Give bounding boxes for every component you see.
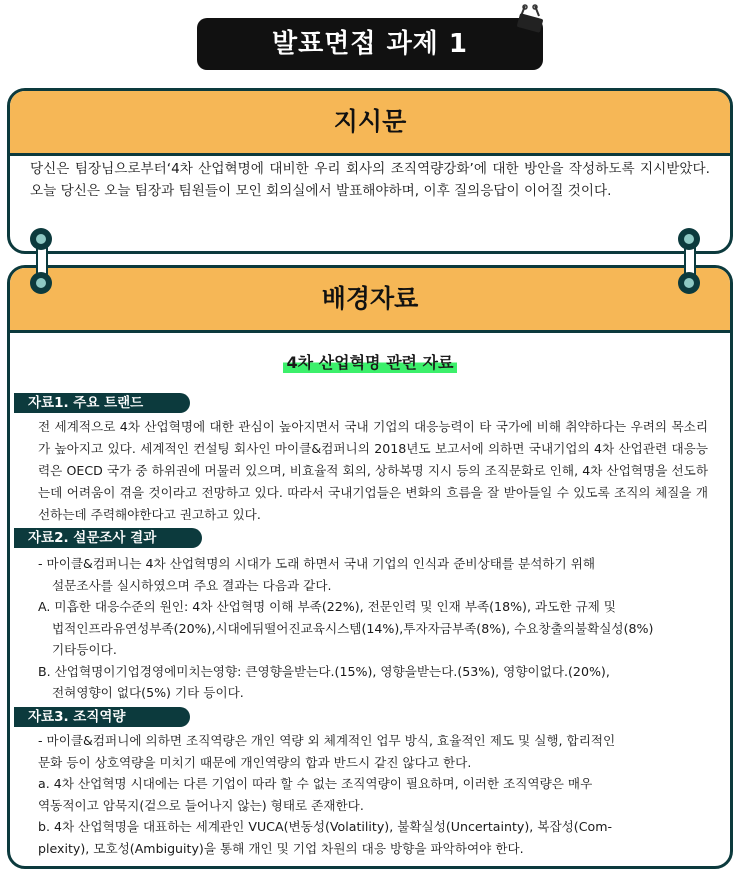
page-title: 발표면접 과제 1: [197, 18, 543, 70]
background-subtitle: 4차 산업혁명 관련 자료: [0, 350, 740, 373]
binder-ring-right-bottom: [678, 272, 700, 294]
list-item: a. 4차 산업혁명 시대에는 다른 기업이 따라 할 수 없는 조직역량이 필요하며, 이러한 조직역량은 매우: [38, 776, 593, 791]
binder-ring-left-top: [30, 228, 52, 250]
section-list-survey: [38, 553, 718, 704]
binder-clip-icon: [515, 4, 545, 34]
list-item: 전혀영향이 없다(5%) 기타 등이다.: [52, 685, 244, 700]
binder-ring-right-top: [678, 228, 700, 250]
list-item: - 마이클&컴퍼니는 4차 산업혁명의 시대가 도래 하면서 국내 기업의 인식과 준비상태를 분석하기 위해: [38, 556, 596, 571]
section-tag-capability: 자료3. 조직역량: [14, 707, 190, 727]
list-item: plexity), 모호성(Ambiguity)을 통해 개인 및 기업 차원의 대응 방향을 파악하여야 한다.: [38, 840, 524, 856]
list-item: b. 4차 산업혁명을 대표하는 세계관인 VUCA(변동성(Volatility), 불확실성(Uncertainty), 복잡성(Com-: [38, 819, 613, 834]
background-heading: 배경자료: [10, 268, 730, 333]
section-tag-survey: 자료2. 설문조사 결과: [14, 528, 202, 548]
list-item: 법적인프라유연성부족(20%),시대에뒤떨어진교육시스템(14%),투자자금부족(8%), 수요창출의불확실성(8%): [52, 620, 654, 636]
section-tag-trends: 자료1. 주요 트랜드: [14, 393, 190, 413]
instruction-text: 당신은 팀장님으로부터‘4차 산업혁명에 대비한 우리 회사의 조직역량강화’에 대한 방안을 작성하도록 지시받았다. 오늘 당신은 오늘 팀장과 팀원들이 모인 회의실에서 발표해야하며, 이후 질의응답이 이어질 것이다.: [30, 161, 710, 199]
list-item: B. 산업혁명이기업경영에미치는영향: 큰영향을받는다.(15%), 영향을받는다.(53%), 영향이없다.(20%),: [38, 663, 610, 679]
list-item: 역동적이고 암묵지(겉으로 들어나지 않는) 형태로 존재한다.: [38, 797, 364, 813]
list-item: - 마이클&컴퍼니에 의하면 조직역량은 개인 역량 외 체계적인 업무 방식, 효율적인 제도 및 실행, 합리적인: [38, 733, 616, 748]
binder-ring-left-bottom: [30, 272, 52, 294]
list-item: 문화 등이 상호역량을 미치기 때문에 개인역량의 합과 반드시 같진 않다고 한다.: [38, 754, 472, 770]
section-list-capability: [38, 730, 718, 859]
section-text-trends: 전 세계적으로 4차 산업혁명에 대한 관심이 높아지면서 국내 기업의 대응능력이 타 국가에 비해 취약하다는 우려의 목소리가 높아지고 있다. 세계적인 컨설팅 회사인 마이클&컴퍼니의 2018년도 보고서에 의하면 국내기업의 4차 산업관련 대응능력은 OECD 국가 중 하위권에 머물러 있으며, 비효율적 회의, 상하복명 지시 등의 조직문화로 인해, 4차 산업혁명을 선도하는데 어려움이 겪을 것이라고 전망하고 있다. 따라서 국내기업들은 변화의 흐름을 잘 받아들일 수 있도록 조직의 체질을 개선하는데 주력해야한다고 권고하고 있다.: [38, 419, 708, 522]
list-item: 설문조사를 실시하였으며 주요 결과는 다음과 같다.: [52, 577, 332, 593]
list-item: A. 미흡한 대응수준의 원인: 4차 산업혁명 이해 부족(22%), 전문인력 및 인재 부족(18%), 과도한 규제 및: [38, 599, 616, 614]
list-item: 기타등이다.: [52, 642, 117, 657]
instruction-heading: 지시문: [10, 91, 730, 156]
